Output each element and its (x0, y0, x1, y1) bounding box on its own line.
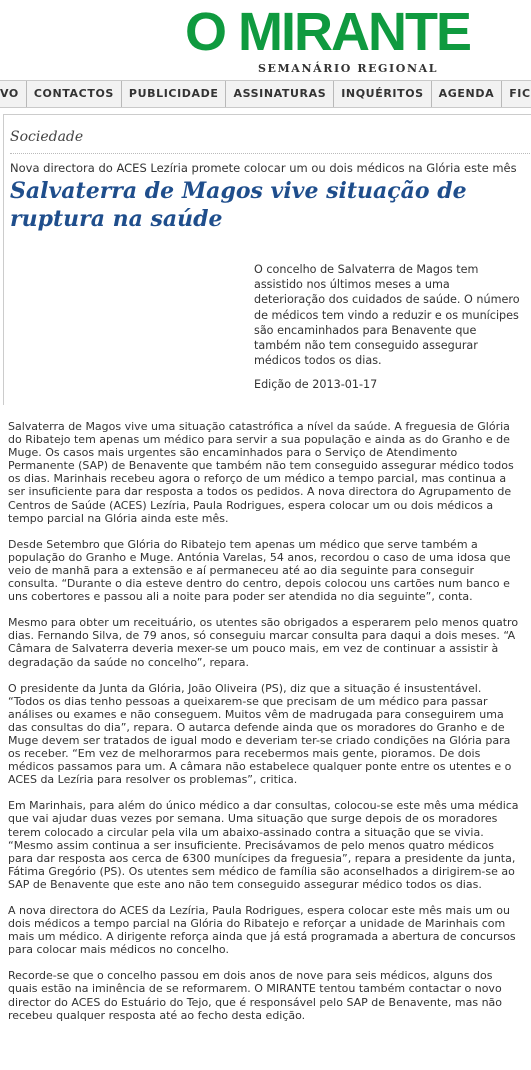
section-label[interactable]: Sociedade (10, 129, 84, 145)
nav-item-publicidade[interactable]: PUBLICIDADE (122, 81, 227, 107)
article-container (0, 114, 531, 405)
article-lead: O concelho de Salvaterra de Magos tem assistido nos últimos meses a uma deterioração dos cuidados de saúde. O número de médicos tem vindo a reduzir e os munícipes são encaminhados para Benavente que também não tem conseguido assegurar médicos todos os dias. (254, 263, 520, 368)
article-headline: Salvaterra de Magos vive situação de ruptura na saúde (10, 178, 467, 232)
article-paragraph: Em Marinhais, para além do único médico a dar consultas, colocou-se este mês uma médica que vai ajudar duas vezes por semana. Uma situação que surge depois de os moradores terem colocado a circular pela vila um abaixo-assinado contra a situação que se vivia. “Mesmo assim continua a ser insuficiente. Precisávamos de pelo menos quatro médicos para dar resposta aos cerca de 6300 munícipes da freguesia”, repara a presidente da junta, Fátima Gregório (PS). Os utentes sem médico de família são aconselhados a dirigirem-se ao SAP de Benavente que este ano não tem conseguido assegurar médico todos os dias. (8, 799, 519, 891)
nav-item-inqueritos[interactable]: INQUÉRITOS (334, 81, 431, 107)
article-body (8, 420, 520, 1035)
masthead (0, 0, 531, 78)
article-header-box (3, 114, 531, 405)
article-paragraph: Desde Setembro que Glória do Ribatejo tem apenas um médico que serve também a população do Granho e Muge. Antónia Varelas, 54 anos, recordou o caso de uma idosa que veio de manhã para a extensão e aí permaneceu até ao dia seguinte para conseguir consulta. “Durante o dia esteve dentro do centro, depois colocou uns cartões num banco e uns cobertores e passou ali a noite para poder ser atendida no dia seguinte”, conta. (8, 537, 511, 604)
main-nav (0, 80, 531, 108)
nav-item-contactos[interactable]: CONTACTOS (27, 81, 122, 107)
article-paragraph: Recorde-se que o concelho passou em dois anos de nove para seis médicos, alguns dos quais estão na iminência de se reformarem. O MIRANTE tentou também contactar o novo director do ACES do Estuário do Tejo, que é responsável pelo SAP de Benavente, mas não recebeu qualquer resposta até ao fecho desta edição. (8, 969, 503, 1022)
article-paragraph: O presidente da Junta da Glória, João Oliveira (PS), diz que a situação é insustentável. “Todos os dias tenho pessoas a queixarem-se que precisam de um médico para passar análises ou exames e não conseguem. Muitos vêm de madrugada para conseguirem uma das consultas do dia”, repara. O autarca defende ainda que os moradores do Granho e de Muge devem ser tratados de igual modo e deveriam ter-se criado condições na Glória para os receber. “Em vez de melhorarmos para recebermos mais gente, pioramos. De dois médicos passamos para um. A câmara não estabelece qualquer ponte entre os utentes e o ACES da Lezíria para resolver os problemas”, critica. (8, 681, 512, 787)
article-paragraph: Salvaterra de Magos vive uma situação catastrófica a nível da saúde. A freguesia de Glória do Ribatejo tem apenas um médico para servir a sua população e ainda as do Granho e de Muge. Os casos mais urgentes são encaminhados para o Serviço de Atendimento Permanente (SAP) de Benavente que também não tem conseguido assegurar médico todos os dias. Marinhais recebeu agora o reforço de um médico a tempo parcial, mas continua a ser insuficiente para dar resposta a todos os pedidos. A nova directora do Agrupamento de Centros de Saúde (ACES) Lezíria, Paula Rodrigues, espera colocar um ou dois médicos a tempo parcial na Glória ainda este mês. (8, 420, 514, 525)
site-tagline: SEMANÁRIO REGIONAL (258, 62, 439, 75)
article-paragraph: A nova directora do ACES da Lezíria, Paula Rodrigues, espera colocar este mês mais um ou dois médicos a tempo parcial na Glória do Ribatejo e reforçar a unidade de Marinhais com mais um médico. A dirigente reforça ainda que já está programada a abertura de concursos para colocar mais médicos no concelho. (8, 904, 516, 957)
article-date: Edição de 2013-01-17 (254, 378, 378, 391)
article-paragraph: Mesmo para obter um receituário, os utentes são obrigados a esperarem pelo menos quatro dias. Fernando Silva, de 79 anos, só conseguiu marcar consulta para daqui a dois meses. “A Câmara de Salvaterra deveria mexer-se um pouco mais, em vez de continuar a assistir à degradação da saúde no concelho”, repara. (8, 616, 519, 669)
site-logo[interactable]: O MIRANTE (185, 2, 470, 62)
nav-item-partial-right[interactable]: FIC (502, 81, 531, 107)
nav-item-agenda[interactable]: AGENDA (432, 81, 503, 107)
nav-item-assinaturas[interactable]: ASSINATURAS (226, 81, 334, 107)
nav-item-partial-left[interactable]: VO (0, 81, 27, 107)
section-divider (10, 153, 531, 154)
article-kicker: Nova directora do ACES Lezíria promete colocar um ou dois médicos na Glória este mês (10, 161, 517, 175)
